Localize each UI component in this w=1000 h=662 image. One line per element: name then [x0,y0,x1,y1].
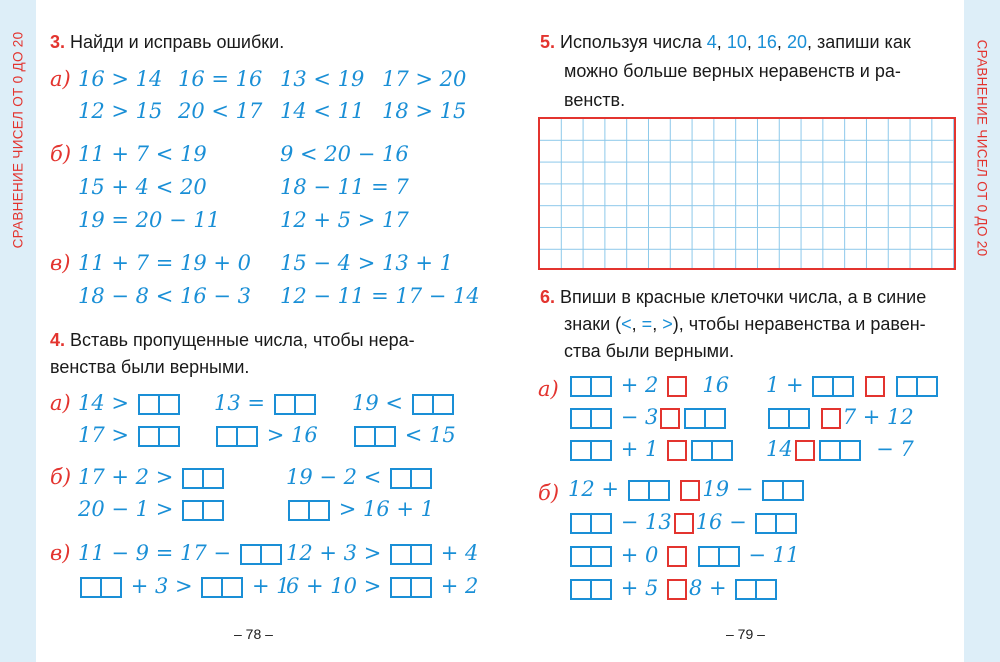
writing-grid[interactable] [538,117,956,270]
number-4: 4 [706,32,717,52]
answer-box[interactable] [896,376,938,397]
task6-item: 12 + 19 − [568,477,806,501]
task3-expr: 12 − 11 = 17 − 14 [280,284,480,308]
task3-expr: 9 < 20 − 16 [280,142,409,166]
task6-number: 6. [540,287,556,307]
task4-item: 19 < [352,391,456,415]
task4-item: 17 > [78,423,182,447]
answer-box[interactable] [80,577,122,598]
answer-box[interactable] [698,546,740,567]
task4-title-line1: Вставь пропущенные числа, чтобы нера- [70,330,415,350]
answer-box[interactable] [570,579,612,600]
task3-expr: 11 + 7 < 19 [78,142,207,166]
task6-item: 14 − 7 [766,437,914,461]
answer-box[interactable] [755,513,797,534]
task6-item: − 13 16 − [568,510,799,534]
task4-item: > 16 + 1 [286,497,434,521]
answer-box[interactable] [691,440,733,461]
task5-line2: можно больше верных неравенств и ра- [564,61,901,81]
answer-box[interactable] [182,500,224,521]
number-10: 10 [726,32,747,52]
red-answer-box[interactable] [674,513,694,534]
answer-box[interactable] [216,426,258,447]
task3-expr: 18 > 15 [382,99,467,123]
task3-expr: 20 < 17 [178,99,263,123]
task4-item: + 3 > + 1 [78,574,290,598]
task3-title: Найди и исправь ошибки. [70,32,285,52]
task6-item: 1 + [766,373,940,397]
answer-box[interactable] [201,577,243,598]
answer-box[interactable] [768,408,810,429]
task6-mark-b: б) [538,481,560,505]
task3-expr: 16 = 16 [178,67,263,91]
task4-item: 6 + 10 > + 2 [286,574,479,598]
answer-box[interactable] [570,513,612,534]
task3-expr: 19 = 20 − 11 [78,208,221,232]
answer-box[interactable] [390,577,432,598]
task3-expr: 15 + 4 < 20 [78,175,207,199]
task4-item: 12 + 3 > + 4 [286,541,479,565]
red-answer-box[interactable] [821,408,841,429]
answer-box[interactable] [812,376,854,397]
right-side-caption: СРАВНЕНИЕ ЧИСЕЛ ОТ 0 ДО 20 [974,39,990,257]
answer-box[interactable] [570,440,612,461]
answer-box[interactable] [412,394,454,415]
answer-box[interactable] [240,544,282,565]
answer-box[interactable] [182,468,224,489]
task3-expr: 12 + 5 > 17 [280,208,409,232]
answer-box[interactable] [138,394,180,415]
answer-box[interactable] [288,500,330,521]
red-answer-box[interactable] [667,546,687,567]
task3-mark-b: б) [50,142,72,166]
red-answer-box[interactable] [667,440,687,461]
task3-number: 3. [50,32,66,52]
red-answer-box[interactable] [667,579,687,600]
answer-box[interactable] [390,468,432,489]
task4-item: > 16 [214,423,318,447]
task4-item: 19 − 2 < [286,465,434,489]
task4-mark-a: а) [50,391,71,415]
task6-line2: знаки (<, =, >), чтобы неравенства и равен- [564,314,926,334]
number-20: 20 [786,32,807,52]
answer-box[interactable] [684,408,726,429]
red-answer-box[interactable] [660,408,680,429]
task4-item: 17 + 2 > [78,465,226,489]
task5-heading: 5. Используя числа 4, 10, 16, 20, запиши как [540,32,911,52]
task4-item: 20 − 1 > [78,497,226,521]
page-number-left: – 78 – [234,626,273,642]
task3-expr: 18 − 8 < 16 − 3 [78,284,252,308]
answer-box[interactable] [274,394,316,415]
answer-box[interactable] [570,376,612,397]
answer-box[interactable] [735,579,777,600]
task6-item: + 2 16 [568,373,729,397]
answer-box[interactable] [819,440,861,461]
answer-box[interactable] [390,544,432,565]
task6-mark-a: а) [538,377,559,401]
task6-item: + 0 − 11 [568,543,799,567]
answer-box[interactable] [354,426,396,447]
answer-box[interactable] [762,480,804,501]
task4-mark-b: б) [50,465,72,489]
task6-heading: 6. Впиши в красные клеточки числа, а в синие [540,287,927,307]
red-answer-box[interactable] [680,480,700,501]
task3-expr: 18 − 11 = 7 [280,175,409,199]
task6-item: − 3 [568,405,728,429]
task3-mark-a: а) [50,67,71,91]
answer-box[interactable] [628,480,670,501]
task5-line3: венств. [564,90,626,110]
task4-item: 13 = [214,391,318,415]
task3-heading [50,27,284,58]
task3-expr: 14 < 11 [280,99,365,123]
task6-item: 7 + 12 [766,405,914,429]
answer-box[interactable] [570,546,612,567]
red-answer-box[interactable] [795,440,815,461]
task4-item: < 15 [352,423,456,447]
task3-expr: 12 > 15 [78,99,163,123]
task3-expr: 13 < 19 [280,67,365,91]
task4-item: 14 > [78,391,182,415]
red-answer-box[interactable] [865,376,885,397]
left-side-caption: СРАВНЕНИЕ ЧИСЕЛ ОТ 0 ДО 20 [10,31,26,249]
task3-expr: 16 > 14 [78,67,163,91]
task4-mark-c: в) [50,541,71,565]
task6-item: + 5 8 + [568,576,779,600]
answer-box[interactable] [570,408,612,429]
task6-line3: ства были верными. [564,341,735,361]
task3-mark-c: в) [50,251,71,275]
task5-number: 5. [540,32,556,52]
task3-expr: 15 − 4 > 13 + 1 [280,251,454,275]
task6-item: + 1 [568,437,735,461]
page-number-right: – 79 – [726,626,765,642]
task4-title-line2: венства были верными. [50,357,250,377]
task3-expr: 17 > 20 [382,67,467,91]
task4-number: 4. [50,330,66,350]
answer-box[interactable] [138,426,180,447]
red-answer-box[interactable] [667,376,687,397]
task4-item: 11 − 9 = 17 − [78,541,284,565]
number-16: 16 [756,32,777,52]
task3-expr: 11 + 7 = 19 + 0 [78,251,252,275]
